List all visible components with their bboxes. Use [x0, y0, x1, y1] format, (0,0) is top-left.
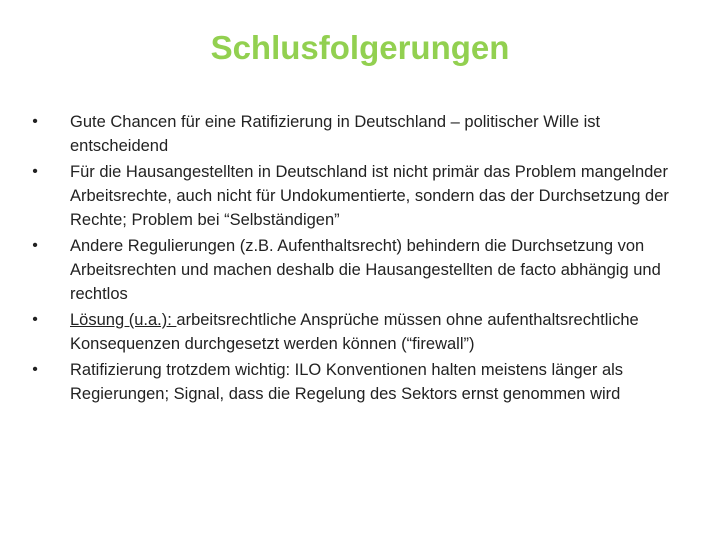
bullet-text: Gute Chancen für eine Ratifizierung in Deutschland – politischer Wille ist entscheidend: [70, 113, 601, 155]
bullet-text: Für die Hausangestellten in Deutschland ist nicht primär das Problem mangelnder Arbeitsrechte, auch nicht für Undokumentierte, sondern das der Durchsetzung der Rechte; Problem bei “Selbständigen”: [70, 163, 669, 229]
bullet-text: Andere Regulierungen (z.B. Aufenthaltsrecht) behindern die Durchsetzung von Arbeitsrechten und machen deshalb die Hausangestellten de facto abhängig und rechtlos: [70, 237, 661, 303]
bullet-icon: •: [32, 237, 38, 254]
slide-title: Schlusfolgerungen: [210, 29, 510, 66]
bullet-icon: •: [32, 113, 38, 130]
bullet-text: arbeitsrechtliche Ansprüche müssen ohne aufenthaltsrechtliche Konsequenzen durchgesetzt werden können (“firewall”): [70, 311, 639, 353]
bullet-icon: •: [32, 361, 38, 378]
bullet-item-5: [28, 358, 698, 406]
bullet-item-4: [28, 308, 698, 356]
bullet-item-2: [28, 160, 698, 232]
bullet-list: [28, 110, 698, 408]
bullet-item-3: [28, 234, 698, 306]
bullet-icon: •: [32, 163, 38, 180]
bullet-item-1: [28, 110, 698, 158]
bullet-text: Ratifizierung trotzdem wichtig: ILO Konventionen halten meistens länger als Regierungen; Signal, dass die Regelung des Sektors ernst genommen wird: [70, 361, 624, 403]
bullet-underlined-prefix: Lösung (u.a.):: [70, 311, 177, 329]
bullet-icon: •: [32, 311, 38, 328]
